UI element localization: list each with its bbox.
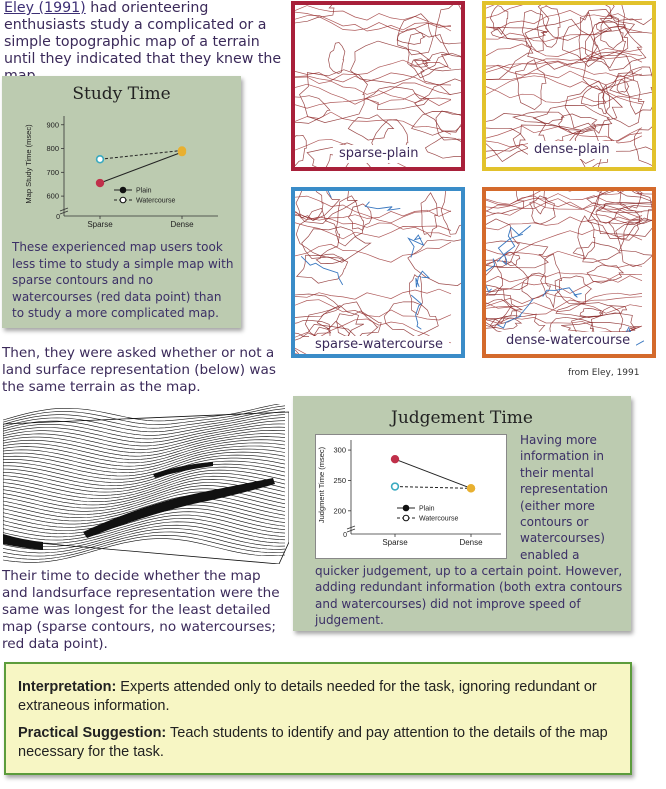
contour-line <box>349 204 372 230</box>
map-sparse-watercourse <box>291 187 465 358</box>
y-tick-label: 300 <box>333 445 346 455</box>
map-label: dense-plain <box>528 141 616 159</box>
contour-line <box>486 51 642 70</box>
contour-line <box>336 196 364 246</box>
data-point-watercourse <box>468 485 475 492</box>
y-tick-label: 0 <box>56 214 60 221</box>
watercourse-line <box>301 256 343 285</box>
citation-link[interactable]: Eley (1991) <box>4 0 86 16</box>
contour-line <box>486 5 642 8</box>
watercourse-line <box>543 288 582 298</box>
watercourse-line <box>323 191 365 198</box>
contour-line <box>522 10 548 51</box>
legend-marker <box>120 197 126 203</box>
legend-label: Watercourse <box>419 515 459 523</box>
contour-line <box>421 193 437 237</box>
contour-line <box>486 241 548 268</box>
y-tick-label: 250 <box>333 475 346 485</box>
contour-line <box>586 21 626 68</box>
contour-line <box>541 254 562 307</box>
map-dense-watercourse <box>482 187 656 358</box>
series-line-plain <box>100 152 182 183</box>
contour-line <box>436 111 461 140</box>
map-label: dense-watercourse <box>500 332 636 350</box>
watercourse-line <box>411 295 421 329</box>
judgement-time-panel <box>293 396 631 631</box>
contour-line <box>513 112 564 124</box>
contour-line <box>295 136 306 166</box>
judgement-time-title: Judgement Time <box>391 408 533 428</box>
data-point-plain <box>97 180 104 187</box>
y-axis-label: Judgment Time (msec) <box>317 446 326 524</box>
data-point-watercourse <box>392 483 399 490</box>
interpretation-text: Experts attended only to details needed for the task, ignoring redundant or extraneous information. <box>18 679 597 714</box>
contour-line <box>617 79 629 92</box>
x-tick-label: Dense <box>170 220 194 229</box>
legend-marker <box>120 187 126 193</box>
contour-line <box>425 137 461 158</box>
y-tick-label: 0 <box>343 532 347 539</box>
contour-line <box>625 67 652 114</box>
study-time-title: Study Time <box>72 84 171 104</box>
legend-marker <box>403 515 409 521</box>
x-tick-label: Sparse <box>87 220 113 229</box>
x-tick-label: Sparse <box>382 538 408 547</box>
map-label: sparse-watercourse <box>309 336 449 354</box>
series-line-plain <box>395 459 471 488</box>
contour-line <box>616 218 652 267</box>
then-paragraph: Then, they were asked whether or not a land surface representation (below) was the same terrain as the map. <box>2 345 276 395</box>
watercourse-line <box>365 202 400 211</box>
intro-text <box>4 0 284 85</box>
contour-line <box>295 289 451 299</box>
contour-line <box>634 122 652 167</box>
contour-line <box>486 5 642 18</box>
series-line-watercourse <box>100 150 182 159</box>
y-tick-label: 900 <box>46 120 59 130</box>
contour-line <box>295 294 340 318</box>
map-label: sparse-plain <box>333 145 424 163</box>
figure-credit: from Eley, 1991 <box>568 368 640 378</box>
time-paragraph: Their time to decide whether the map and landsurface representation were the same was longest for the least detailed map (sparse contours, no watercourses; red data point). <box>2 568 280 652</box>
judgement-side-text: Having more information in their mental representation (either more contours or watercourses) enabled a <box>520 433 609 562</box>
x-tick-label: Dense <box>459 538 483 547</box>
contour-map-image <box>295 191 461 354</box>
contour-line <box>397 29 425 45</box>
contour-line <box>351 41 430 83</box>
y-tick-label: 200 <box>333 506 346 516</box>
legend-label: Plain <box>419 505 435 513</box>
contour-line <box>366 87 429 110</box>
contour-line <box>329 43 345 74</box>
contour-line <box>421 53 461 94</box>
judgement-time-chart <box>315 434 507 559</box>
judgement-bottom-text: quicker judgement, up to a certain point. However, adding redundant information (both extra contours and watercourses) did not improve speed of judgement. <box>315 564 623 628</box>
interpretation-line <box>18 678 618 716</box>
suggestion-line <box>18 724 618 762</box>
legend-label: Plain <box>136 187 152 195</box>
contour-line <box>486 128 525 152</box>
contour-line <box>591 191 652 237</box>
y-tick-label: 600 <box>46 191 59 201</box>
map-sparse-plain <box>291 1 465 171</box>
y-tick-label: 700 <box>46 167 59 177</box>
data-point-plain <box>392 456 399 463</box>
study-time-description: These experienced map users took less time to study a simple map with sparse contours and no watercourses (red data point) than to study a more complicated map. <box>12 240 234 320</box>
contour-map-image <box>486 191 652 354</box>
contour-line <box>486 216 642 230</box>
data-point-watercourse <box>97 156 104 163</box>
contour-line <box>348 115 393 140</box>
contour-line <box>486 87 642 103</box>
intro-body: had orienteering enthusiasts study a complicated or a simple topographic map of a terrain until they indicated that they knew the <box>4 0 282 67</box>
y-tick-label: 800 <box>46 144 59 154</box>
contour-line <box>534 105 612 130</box>
contour-line <box>295 191 340 221</box>
data-point-watercourse <box>179 147 186 154</box>
interpretation-box <box>4 662 632 775</box>
legend-marker <box>403 505 409 511</box>
contour-line <box>490 6 508 35</box>
interpretation-label: Interpretation: <box>18 679 117 695</box>
contour-line <box>591 26 646 70</box>
terrain-surface-image <box>3 404 289 564</box>
study-time-chart <box>22 110 222 235</box>
contour-map-image <box>295 5 461 167</box>
suggestion-label: Practical Suggestion: <box>18 725 167 741</box>
y-axis-label: Map Study Time (msec) <box>24 124 33 204</box>
watercourse-line <box>416 271 429 287</box>
contour-line <box>525 19 602 69</box>
suggestion-text: Teach students to identify and pay attention to the details of the map necessary for the task. <box>18 725 608 760</box>
series-line-watercourse <box>395 487 471 489</box>
map-dense-plain <box>482 1 656 171</box>
contour-line <box>415 79 461 132</box>
legend-label: Watercourse <box>136 197 176 205</box>
contour-line <box>622 5 652 33</box>
study-time-panel <box>2 76 241 328</box>
